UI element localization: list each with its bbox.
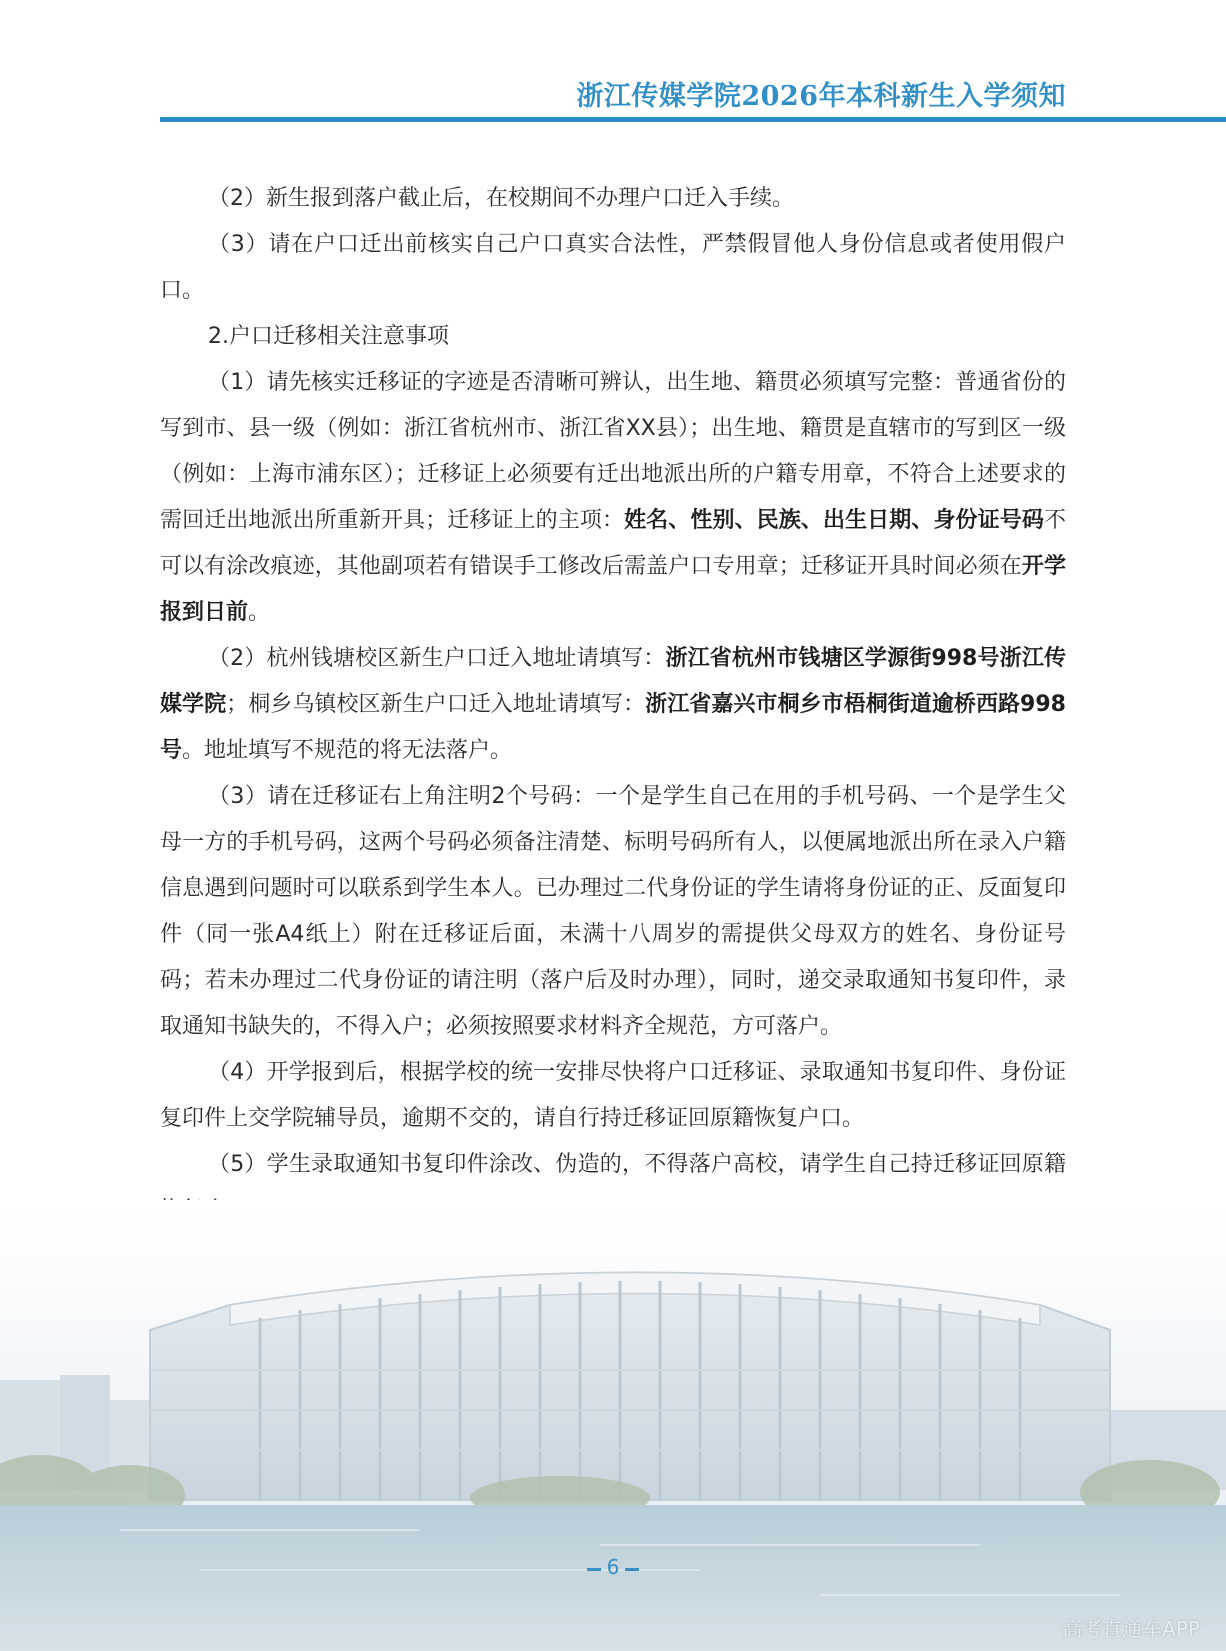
text-segment: ；桐乡乌镇校区新生户口迁入地址请填写： [226, 692, 646, 717]
watermark-text: 高考直通车APP [1062, 1617, 1200, 1641]
text-segment: （1）请先核实迁移证的字迹是否清晰可辨认，出生地、籍贯必须填写完整：普通省份的写到市、县一级（例如：浙江省杭州市、浙江省XX县）；出生地、籍贯是直辖市的写到区一级（例如：上海市浦东区）；迁移证上必须要有迁出地派出所的户籍专用章，不符合上述要求的需回迁出地派出所重新开具；迁移证上的主项： [160, 370, 1066, 533]
text-segment: 。 [248, 600, 271, 625]
text-segment: 。地址填写不规范的将无法落户。 [182, 738, 513, 763]
section-heading-hukou-transfer: 2.户口迁移相关注意事项 [208, 324, 449, 349]
paragraph-phone-numbers: （3）请在迁移证右上角注明2个号码：一个是学生自己在用的手机号码、一个是学生父母一方的手机号码，这两个号码必须备注清楚、标明号码所有人，以便属地派出所在录入户籍信息遇到问题时可以联系到学生本人。已办理过二代身份证的学生请将身份证的正、反面复印件（同一张A4纸上）附在迁移证后面，未满十八周岁的需提供父母双方的姓名、身份证号码；若未办理过二代身份证的请注明（落户后及时办理），同时，递交录取通知书复印件，录取通知书缺失的，不得入户；必须按照要求材料齐全规范，方可落户。 [160, 784, 1066, 1039]
text-segment: 不可以有涂改痕迹，其他副项若有错误手工修改后需盖户口专用章；迁移证开具时间必须在 [160, 508, 1066, 579]
page-number-value: 6 [606, 1555, 620, 1579]
campus-building-illustration [0, 1200, 1226, 1651]
page-number-left-dash [587, 1568, 601, 1571]
header-divider [160, 117, 1226, 122]
bold-segment-qiantang-address: 浙江省杭州市钱塘区学源街998号浙江传媒学院 [160, 646, 1066, 717]
document-body [160, 176, 1066, 1234]
page-number-right-dash [625, 1568, 639, 1571]
document-header-title: 浙江传媒学院2026年本科新生入学须知 [576, 81, 1066, 112]
text-segment: （2）杭州钱塘校区新生户口迁入地址请填写： [208, 646, 666, 671]
bold-segment-key-fields: 姓名、性别、民族、出生日期、身份证号码 [624, 508, 1044, 533]
paragraph-transfer-address [160, 636, 1066, 774]
paragraph-submit-documents: （4）开学报到后，根据学校的统一安排尽快将户口迁移证、录取通知书复印件、身份证复印件上交学院辅导员，逾期不交的，请自行持迁移证回原籍恢复户口。 [160, 1060, 1066, 1131]
bold-segment-date: 开学报到日前 [160, 554, 1066, 625]
bold-segment-wuzhen-address: 浙江省嘉兴市桐乡市梧桐街道逾桥西路998号 [160, 692, 1066, 763]
paragraph-transfer-certificate-check [160, 360, 1066, 636]
paragraph-3-verify-hukou: （3）请在户口迁出前核实自己户口真实合法性，严禁假冒他人身份信息或者使用假户口。 [160, 232, 1066, 303]
paragraph-forgery-warning: （5）学生录取通知书复印件涂改、伪造的，不得落户高校，请学生自己持迁移证回原籍 [208, 1152, 1066, 1177]
paragraph-2-settle-deadline: （2）新生报到落户截止后，在校期间不办理户口迁入手续。 [208, 186, 794, 211]
page-number [0, 1555, 1226, 1579]
